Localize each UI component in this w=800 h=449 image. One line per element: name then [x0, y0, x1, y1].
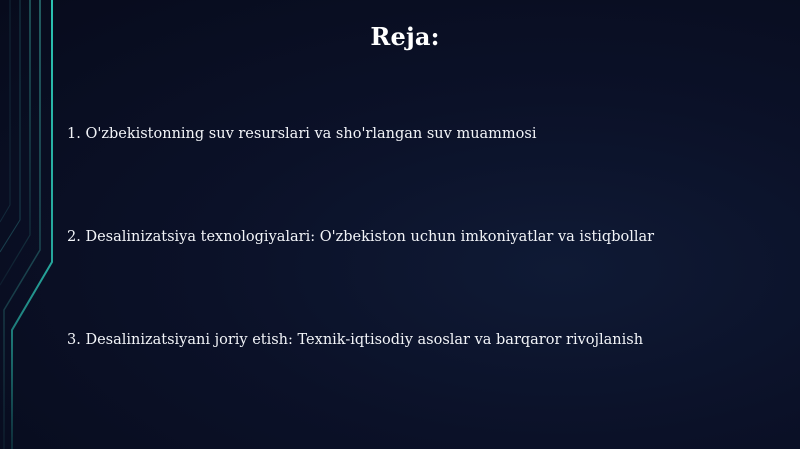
decor-line-2	[4, 0, 40, 449]
agenda-item-1: 1. O'zbekistonning suv resurslari va sho'rlangan suv muammosi	[67, 126, 537, 142]
decor-line-1	[12, 0, 52, 449]
agenda-item-2: 2. Desalinizatsiya texnologiyalari: O'zbekiston uchun imkoniyatlar va istiqbollar	[67, 229, 655, 245]
slide-title: Reja:	[370, 22, 440, 51]
agenda-item-3: 3. Desalinizatsiyani joriy etish: Texnik-iqtisodiy asoslar va barqaror rivojlanish	[67, 332, 644, 348]
